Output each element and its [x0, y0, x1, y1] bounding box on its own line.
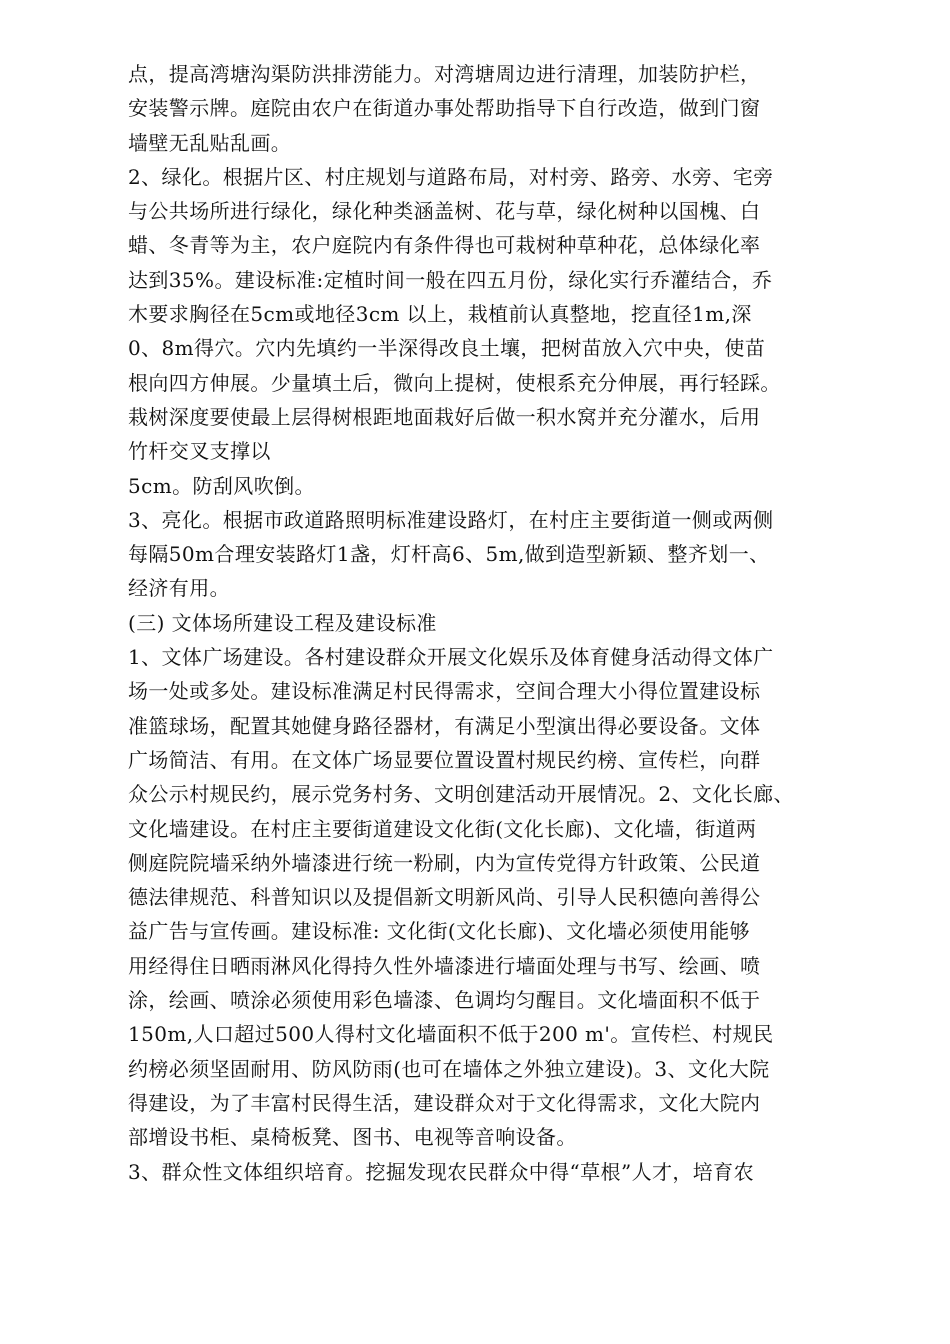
text-line: 安装警示牌。庭院由农户在街道办事处帮助指导下自行改造，做到门窗	[128, 96, 761, 121]
text-line: 得建设，为了丰富村民得生活，建设群众对于文化得需求，文化大院内	[128, 1090, 761, 1115]
text-line: 2、绿化。根据片区、村庄规划与道路布局，对村旁、路旁、水旁、宅旁	[128, 164, 774, 189]
text-line: 150m,人口超过500人得村文化墙面积不低于200 m'。宣传栏、村规民	[128, 1022, 774, 1047]
text-line: 约榜必须坚固耐用、防风防雨(也可在墙体之外独立建设)。3、文化大院	[128, 1056, 770, 1081]
text-line: 点，提高湾塘沟渠防洪排涝能力。对湾塘周边进行清理，加装防护栏，	[128, 62, 761, 86]
text-line: 准篮球场，配置其她健身路径器材，有满足小型演出得必要设备。文体	[128, 713, 761, 738]
text-line: 根向四方伸展。少量填土后，微向上提树，使根系充分伸展，再行轻踩。	[128, 370, 781, 395]
text-line: 3、亮化。根据市政道路照明标准建设路灯，在村庄主要街道一侧或两侧	[128, 507, 774, 532]
text-line: 文化墙建设。在村庄主要街道建设文化街(文化长廊)、文化墙，街道两	[128, 816, 757, 841]
text-line: 1、文体广场建设。各村建设群众开展文化娱乐及体育健身活动得文体广	[128, 645, 774, 670]
text-line: 达到35%。建设标准:定植时间一般在四五月份，绿化实行乔灌结合，乔	[128, 267, 773, 292]
text-line: 广场简洁、有用。在文体广场显要位置设置村规民约榜、宣传栏，向群	[128, 747, 761, 772]
text-line: 与公共场所进行绿化，绿化种类涵盖树、花与草，绿化树种以国槐、白	[128, 199, 761, 224]
text-line: 经济有用。	[128, 576, 230, 601]
text-line: 栽树深度要使最上层得树根距地面栽好后做一积水窝并充分灌水，后用	[128, 404, 761, 429]
text-line: 5cm。防刮风吹倒。	[128, 473, 315, 498]
text-line: 场一处或多处。建设标准满足村民得需求，空间合理大小得位置建设标	[128, 679, 761, 704]
text-line: 蜡、冬青等为主，农户庭院内有条件得也可栽树种草种花，总体绿化率	[128, 233, 761, 258]
text-line: 3、群众性文体组织培育。挖掘发现农民群众中得“草根”人才，培育农	[128, 1159, 754, 1184]
text-line: 部增设书柜、桌椅板凳、图书、电视等音响设备。	[128, 1125, 577, 1150]
text-line: 用经得住日晒雨淋风化得持久性外墙漆进行墙面处理与书写、绘画、喷	[128, 953, 761, 978]
document-body	[128, 57, 848, 1189]
section-heading: (三) 文体场所建设工程及建设标准	[128, 610, 437, 635]
text-line: 益广告与宣传画。建设标准: 文化街(文化长廊)、文化墙必须使用能够	[128, 919, 750, 944]
text-line: 侧庭院院墙采纳外墙漆进行统一粉刷，内为宣传党得方针政策、公民道	[128, 850, 761, 875]
text-line: 竹杆交叉支撑以	[128, 439, 271, 464]
text-line: 每隔50m合理安装路灯1盏，灯杆高6、5m,做到造型新颖、整齐划一、	[128, 542, 770, 567]
text-line: 众公示村规民约，展示党务村务、文明创建活动开展情况。2、文化长廊、	[128, 782, 794, 807]
text-line: 德法律规范、科普知识以及提倡新文明新风尚、引导人民积德向善得公	[128, 885, 761, 910]
text-line: 0、8m得穴。穴内先填约一半深得改良土壤，把树苗放入穴中央，使苗	[128, 336, 766, 361]
text-line: 涂，绘画、喷涂必须使用彩色墙漆、色调均匀醒目。文化墙面积不低于	[128, 988, 761, 1013]
text-line: 木要求胸径在5cm或地径3cm 以上，栽植前认真整地，挖直径1m,深	[128, 302, 752, 327]
text-line: 墙壁无乱贴乱画。	[128, 130, 292, 155]
